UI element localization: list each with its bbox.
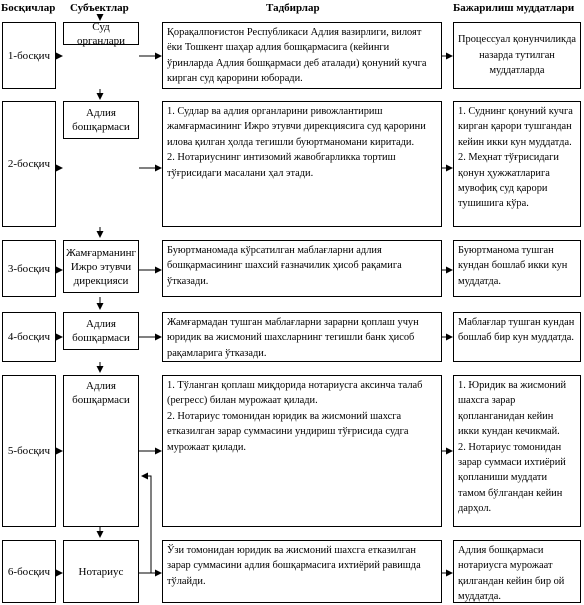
subject-3 (63, 240, 139, 293)
stage-6 (2, 540, 56, 603)
measure-3-text: Буюртманомада кўрсатилган маблағларни адлия бошқармасининг шахсий ғазначилик ҳисоб рақамига ўтказади. (167, 245, 402, 287)
stage-5 (2, 375, 56, 527)
arrow-loop-notary-to-adliya (139, 476, 151, 573)
subject-5-label: Адлия бошқармаси (72, 380, 130, 406)
subject-2-label: Адлия бошқармаси (72, 107, 130, 133)
subject-6-label: Нотариус (78, 565, 124, 578)
term-5 (453, 375, 581, 527)
term-4 (453, 312, 581, 362)
measure-3 (162, 240, 442, 297)
term-3-text: Буюртманома тушган кундан бошлаб икки кун муддатда. (458, 245, 568, 287)
measure-4-text: Жамғармадан тушган маблағларни зарарни қоплаш учун юридик ва жисмоний шахсларнинг тегишли банк ҳисоб рақамларига ўтказади. (167, 317, 419, 359)
header-stages: Босқичлар (1, 2, 56, 14)
term-3 (453, 240, 581, 297)
header-terms: Бажарилиш муддатлари (453, 2, 575, 14)
measure-5 (162, 375, 442, 527)
subject-3-label: Жамғарманинг Ижро этувчи дирекцияси (65, 246, 137, 287)
stage-4-label: 4-босқич (7, 331, 51, 343)
stage-3 (2, 240, 56, 297)
measure-2 (162, 101, 442, 227)
subject-2 (63, 101, 139, 139)
term-5-text: 1. Юридик ва жисмоний шахсга зарар қопланганидан кейин икки кундан кечикмай. 2. Нотариус томонидан зарар суммаси ихтиёрий қопланиши муддати тамом бўлгандан кейин дарҳол. (458, 380, 567, 515)
term-2-text: 1. Суднинг қонуний кучга кирган қарори тушгандан кейин икки кун муддатда. 2. Меҳнат тўғрисидаги қонун ҳужжатларига мувофиқ суд қарори тушишига кўра. (458, 106, 573, 210)
term-1 (453, 22, 581, 89)
subject-4-label: Адлия бошқармаси (72, 318, 130, 344)
term-6 (453, 540, 581, 603)
stage-1-label: 1-босқич (7, 49, 51, 62)
stage-4 (2, 312, 56, 362)
stage-6-label: 6-босқич (7, 565, 51, 578)
term-6-text: Адлия бошқармаси нотариусга мурожаат қилгандан кейин бир ой муддатда. (458, 545, 565, 603)
stage-5-label: 5-босқич (7, 445, 51, 457)
measure-4 (162, 312, 442, 362)
subject-5 (63, 375, 139, 527)
measure-6 (162, 540, 442, 603)
subject-6 (63, 540, 139, 603)
term-1-text: Процессуал қонунчиликда назарда тутилган муддатларда (458, 34, 576, 77)
measure-6-text: Ўзи томонидан юридик ва жисмоний шахсга етказилган зарар суммасини адлия бошқармасига ихтиёрий равишда тўлайди. (167, 545, 421, 587)
term-4-text: Маблағлар тушган кундан бошлаб бир кун муддатда. (458, 317, 575, 344)
subject-1-label: Суд органлари (76, 20, 126, 47)
header-subjects: Субъектлар (70, 2, 129, 14)
measure-5-text: 1. Тўланган қоплаш миқдорида нотариусга аксинча талаб (регресс) билан мурожаат қилади. 2. Нотариус томонидан юридик ва жисмоний шахсга етказилган зарар суммасини ундириш тўғрисида судга мурожаат қилади. (167, 380, 423, 453)
stage-1 (2, 22, 56, 89)
subject-4 (63, 312, 139, 350)
header-measures: Тадбирлар (266, 2, 320, 14)
measure-2-text: 1. Судлар ва адлия органларини ривожлантириш жамғармасининг Ижро этувчи дирекциясига суд қарорини илова қилган ҳолда тегишли буюртманомани киритади. 2. Нотариуснинг интизомий жавобгарликка тортиш тўғрисидаги масалани ҳал этади. (167, 106, 426, 179)
stage-2-label: 2-босқич (7, 158, 51, 170)
stage-3-label: 3-босқич (7, 262, 51, 275)
measure-1-text: Қорақалпоғистон Республикаси Адлия вазирлиги, вилоят ёки Тошкент шаҳар адлия бошқармасига (кейинги ўринларда Адлия бошқармаси деб аталади) қонуний кучга кирган суд қарорини юборади. (167, 27, 427, 85)
term-2 (453, 101, 581, 227)
measure-1 (162, 22, 442, 89)
stage-2 (2, 101, 56, 227)
subject-1 (63, 22, 139, 45)
